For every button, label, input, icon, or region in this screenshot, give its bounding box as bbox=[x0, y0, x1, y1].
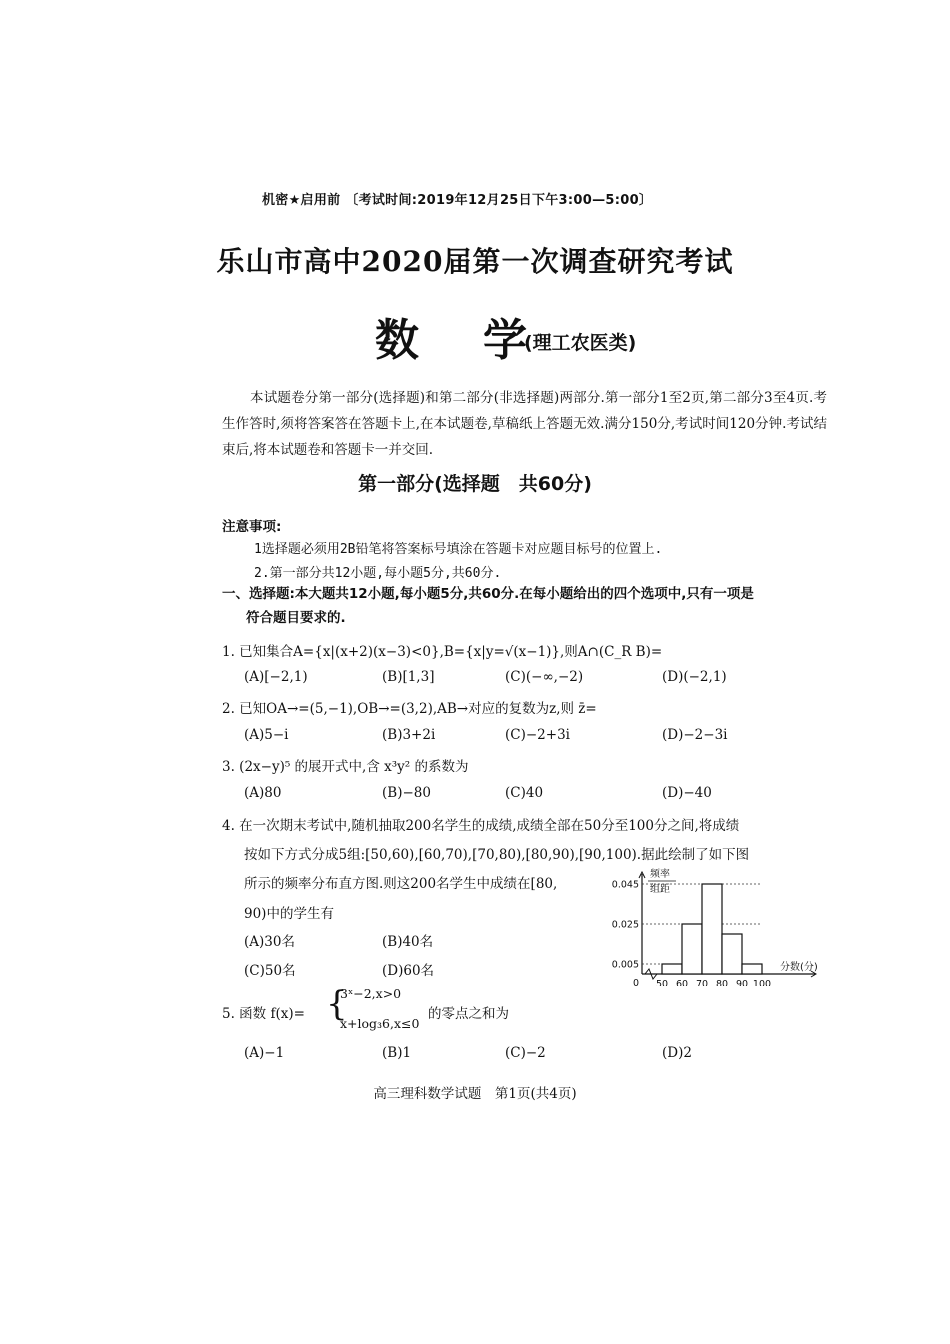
question-5-option-c: (C)−2 bbox=[505, 1045, 546, 1061]
question-4-option-d: (D)60名 bbox=[382, 963, 435, 979]
question-2-option-c: (C)−2+3i bbox=[505, 727, 570, 743]
exam-title: 乐山市高中2020届第一次调查研究考试 bbox=[216, 245, 734, 278]
subject-category: (理工农医类) bbox=[524, 332, 637, 354]
question-3-option-b: (B)−80 bbox=[382, 785, 431, 801]
question-5-piece-1: 3ˣ−2,x>0 bbox=[340, 986, 402, 1001]
question-2-stem: 2. 已知OA→=(5,−1),OB→=(3,2),AB→对应的复数为z,则 z̄= bbox=[222, 701, 597, 717]
section-instruction-line-1: 一、选择题:本大题共12小题,每小题5分,共60分.在每小题给出的四个选项中,只有一项是 bbox=[222, 586, 754, 602]
y-axis-label-denominator: 组距 bbox=[650, 884, 670, 895]
question-4-stem-line-2: 按如下方式分成5组:[50,60),[60,70),[70,80),[80,90),[90,100).据此绘制了如下图 bbox=[244, 847, 750, 863]
section-instruction-line-2: 符合题目要求的. bbox=[246, 610, 346, 626]
question-1-option-c: (C)(−∞,−2) bbox=[505, 669, 584, 685]
question-4-stem-line-4: 90)中的学生有 bbox=[244, 906, 334, 922]
frequency-histogram bbox=[610, 866, 830, 986]
question-4-stem-line-1: 4. 在一次期末考试中,随机抽取200名学生的成绩,成绩全部在50分至100分之间,将成绩 bbox=[222, 818, 740, 834]
histogram-bar bbox=[742, 964, 762, 974]
confidential-header: 机密★启用前 〔考试时间:2019年12月25日下午3:00—5:00〕 bbox=[262, 193, 653, 208]
question-5-option-d: (D)2 bbox=[662, 1045, 692, 1061]
y-tick-label: 0.045 bbox=[611, 879, 639, 891]
question-2-option-d: (D)−2−3i bbox=[662, 727, 728, 743]
question-1-option-b: (B)[1,3] bbox=[382, 669, 435, 685]
page-footer: 高三理科数学试题 第1页(共4页) bbox=[373, 1086, 577, 1102]
x-tick-label: 80 bbox=[715, 979, 729, 986]
notice-item-1: 1选择题必须用2B铅笔将答案标号填涂在答题卡对应题目标号的位置上. bbox=[254, 542, 663, 557]
notice-heading: 注意事项: bbox=[222, 519, 282, 535]
question-5-option-a: (A)−1 bbox=[244, 1045, 285, 1061]
histogram-bar bbox=[662, 964, 682, 974]
question-3-stem: 3. (2x−y)⁵ 的展开式中,含 x³y² 的系数为 bbox=[222, 759, 469, 775]
question-1-option-a: (A)[−2,1) bbox=[244, 669, 308, 685]
x-tick-label: 60 bbox=[675, 979, 689, 986]
question-3-option-c: (C)40 bbox=[505, 785, 544, 801]
question-4-option-b: (B)40名 bbox=[382, 934, 434, 950]
notice-item-2: 2.第一部分共12小题,每小题5分,共60分. bbox=[254, 566, 502, 581]
question-5-option-b: (B)1 bbox=[382, 1045, 412, 1061]
subject-char-2: 学 bbox=[483, 315, 527, 366]
x-tick-label: 50 bbox=[655, 979, 669, 986]
question-3-option-a: (A)80 bbox=[244, 785, 282, 801]
part-one-title: 第一部分(选择题 共60分) bbox=[358, 473, 592, 495]
x-tick-label: 70 bbox=[695, 979, 709, 986]
question-1-option-d: (D)(−2,1) bbox=[662, 669, 727, 685]
histogram-bar bbox=[722, 934, 742, 974]
intro-paragraph: 本试题卷分第一部分(选择题)和第二部分(非选择题)两部分.第一部分1至2页,第二部分3至4页.考生作答时,须将答案答在答题卡上,在本试题卷,草稿纸上答题无效.满分150分,考试时间120分钟.考试结束后,将本试题卷和答题卡一并交回. bbox=[222, 390, 827, 458]
histogram-bar bbox=[702, 884, 722, 974]
x-tick-label: 90 bbox=[735, 979, 749, 986]
question-1-stem: 1. 已知集合A={x|(x+2)(x−3)<0},B={x|y=√(x−1)},则A∩(C_R B)= bbox=[222, 644, 663, 660]
question-4-stem-line-3: 所示的频率分布直方图.则这200名学生中成绩在[80, bbox=[244, 876, 558, 892]
y-tick-label: 0.025 bbox=[611, 919, 639, 931]
question-4-option-a: (A)30名 bbox=[244, 934, 295, 950]
question-5-piece-2: x+log₃6,x≤0 bbox=[340, 1016, 420, 1031]
question-5-stem-suffix: 的零点之和为 bbox=[428, 1006, 509, 1022]
piecewise-brace: { bbox=[326, 984, 348, 1024]
question-3-option-d: (D)−40 bbox=[662, 785, 712, 801]
question-4-option-c: (C)50名 bbox=[244, 963, 296, 979]
subject-title bbox=[375, 304, 527, 368]
question-5-stem-prefix: 5. 函数 f(x)= bbox=[222, 1006, 305, 1022]
section-instruction bbox=[222, 582, 827, 630]
histogram-bar bbox=[682, 924, 702, 974]
x-tick-label: 100 bbox=[752, 979, 772, 986]
y-tick-label: 0.005 bbox=[611, 959, 639, 971]
y-axis-label-numerator: 频率 bbox=[650, 869, 670, 880]
x-axis-label: 分数(分) bbox=[780, 962, 818, 973]
origin-label: 0 bbox=[632, 978, 640, 986]
question-2-option-b: (B)3+2i bbox=[382, 727, 436, 743]
subject-char-1: 数 bbox=[375, 315, 419, 366]
question-2-option-a: (A)5−i bbox=[244, 727, 289, 743]
